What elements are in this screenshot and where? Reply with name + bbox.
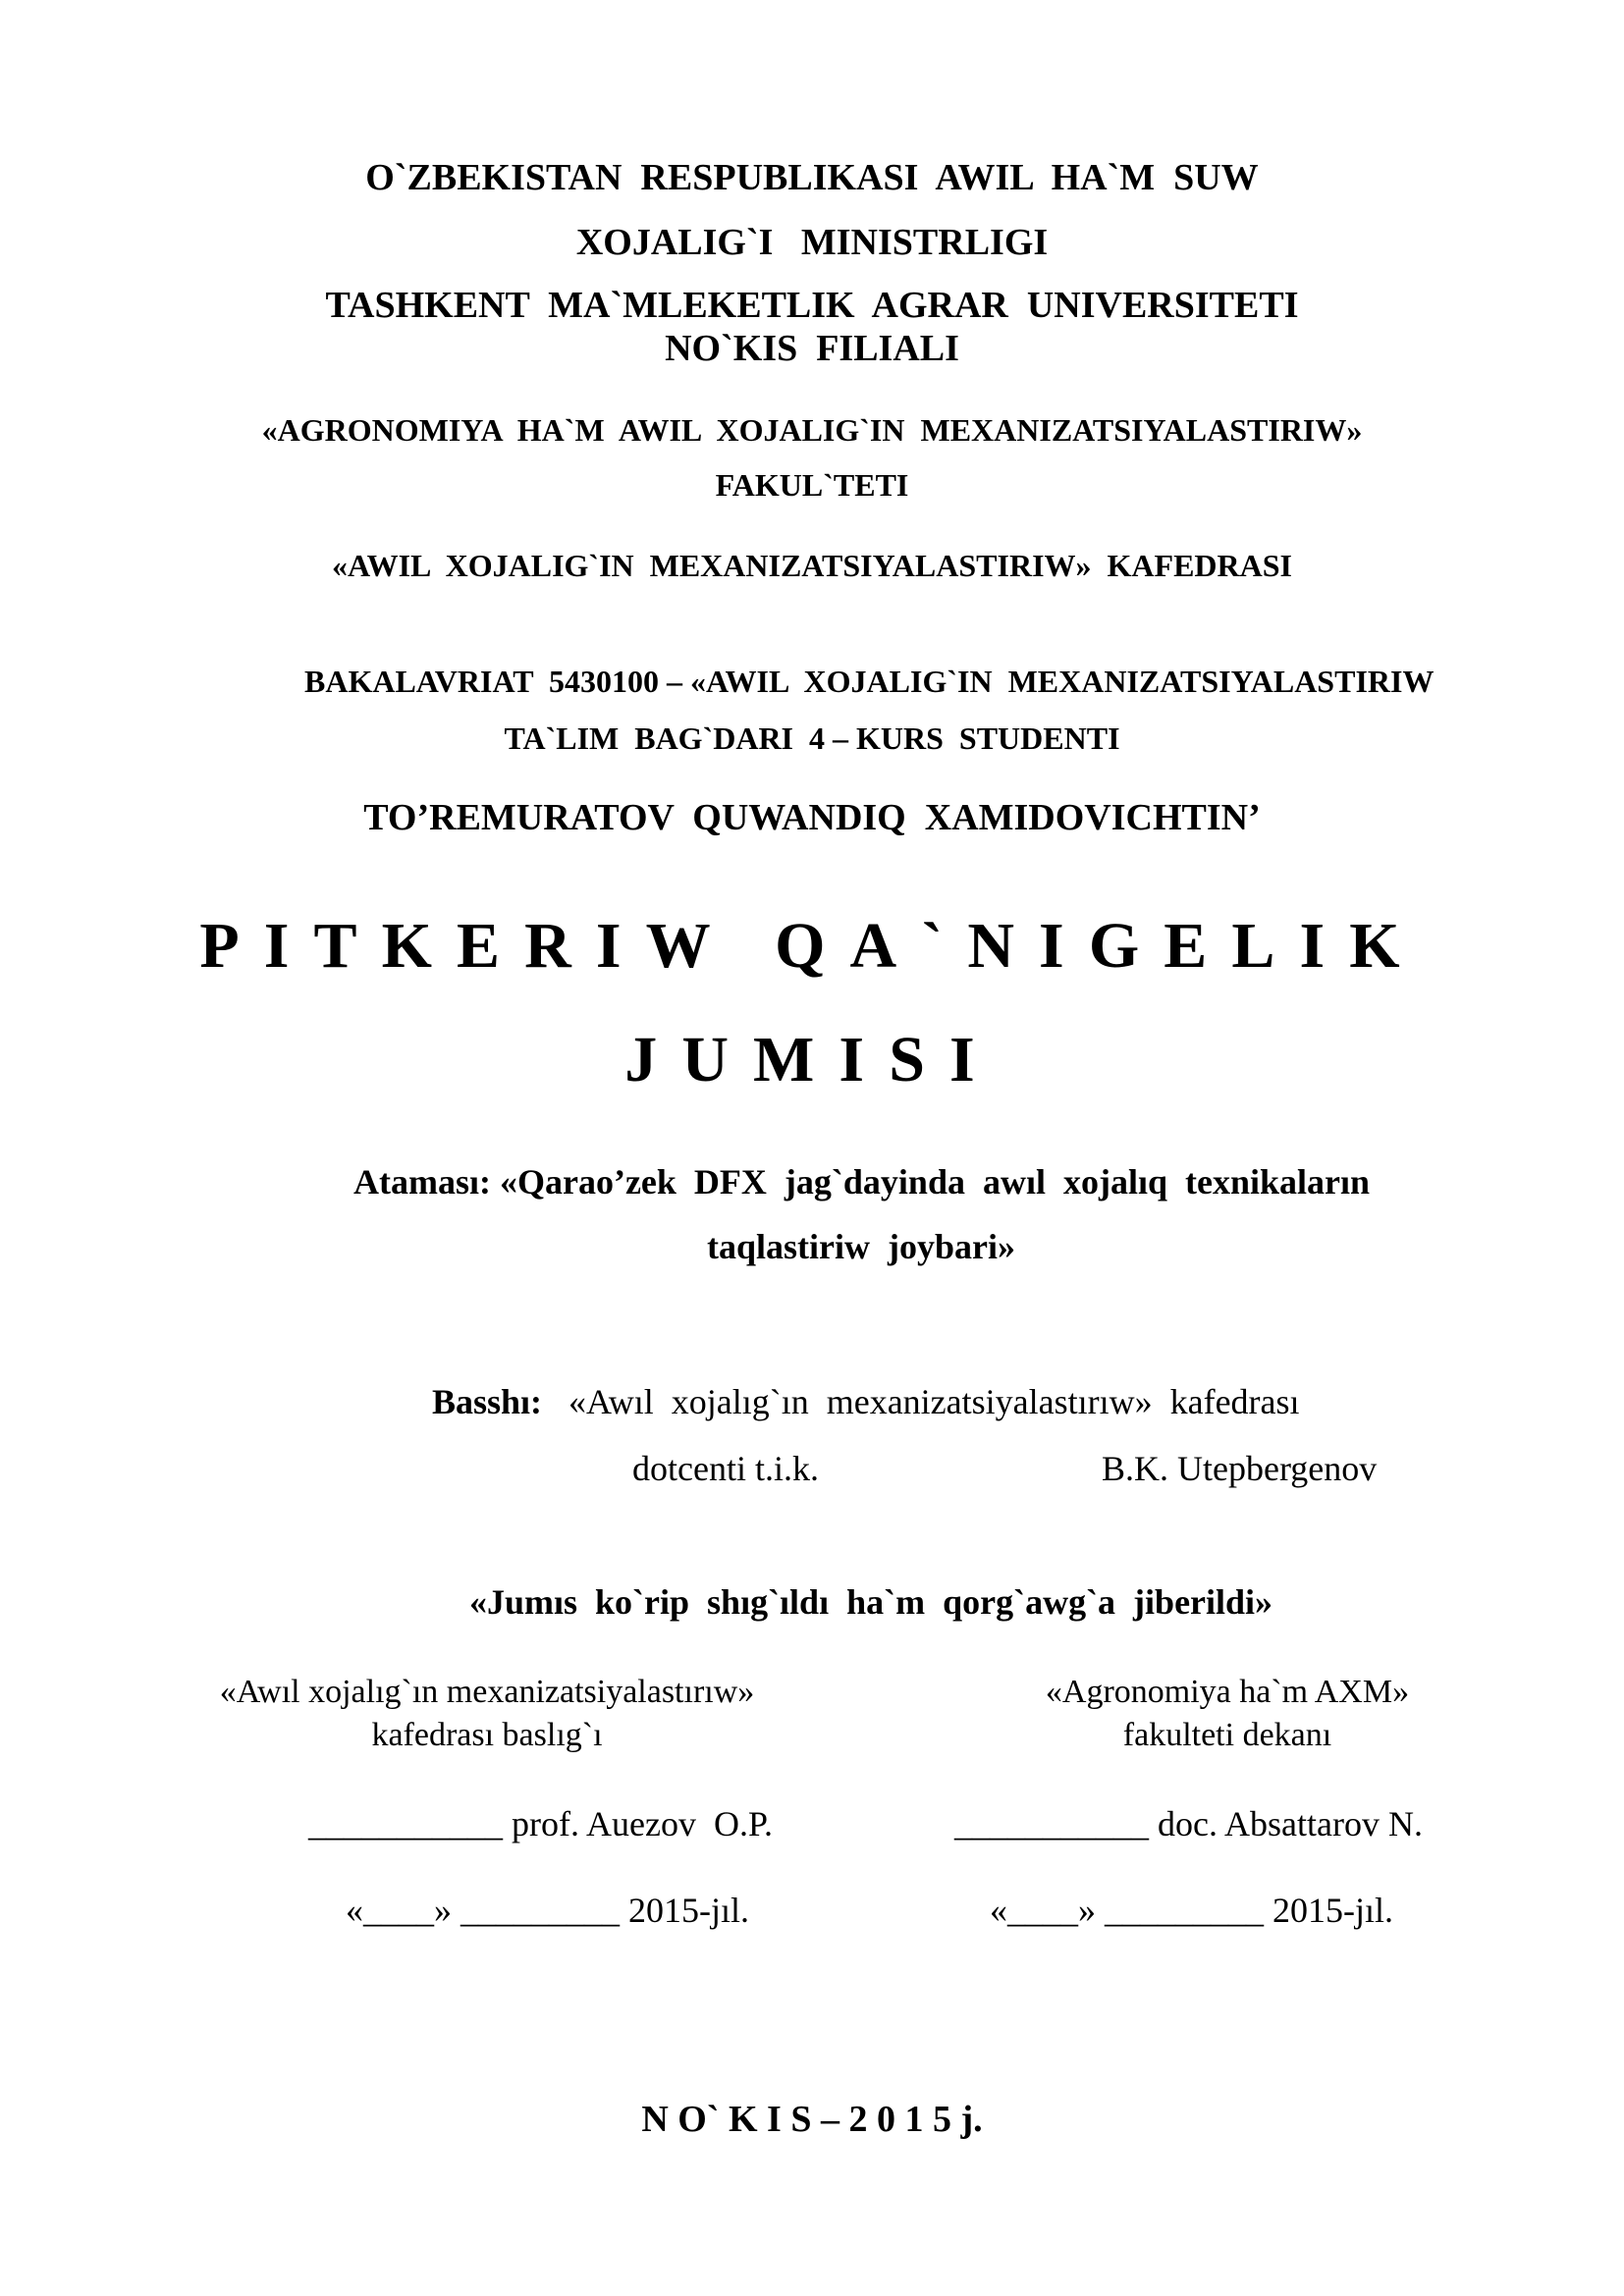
faculty-line-1: «AGRONOMIYA HA`M AWIL XOJALIG`IN MEXANIZATSIYALASTIRIW»	[261, 412, 1363, 448]
approval-right-line-2: fakulteti dekanı	[1122, 1717, 1332, 1753]
approval-left-date: «____» _________ 2015-jıl.	[346, 1891, 749, 1930]
topic-line-2: taqlastiriw joybari»	[707, 1227, 1015, 1266]
approval-left-signature: ___________ prof. Auezov O.P.	[308, 1804, 773, 1843]
document-title-line-2: JUMISI	[624, 1024, 1000, 1095]
supervisor-line	[432, 1382, 1300, 1422]
approval-left-line-2: kafedrası baslıg`ı	[371, 1717, 603, 1753]
topic-text-1: «Qarao’zek DFX jag`dayinda awıl xojalıq texnikaların	[499, 1162, 1370, 1201]
footer-city-year: N O` K I S – 2 0 1 5 j.	[641, 2099, 983, 2140]
university-line-2: NO`KIS FILIALI	[665, 328, 959, 369]
topic-label: Ataması:	[353, 1162, 491, 1201]
ministry-line-2: XOJALIG`I MINISTRLIGI	[575, 222, 1049, 263]
supervisor-position: dotcenti t.i.k.	[632, 1449, 819, 1488]
approval-right-line-1: «Agronomiya ha`m AXM»	[1045, 1674, 1410, 1710]
program-line-1: BAKALAVRIAT 5430100 – «AWIL XOJALIG`IN MEXANIZATSIYALASTIRIW	[304, 664, 1435, 699]
faculty-line-2: FAKUL`TETI	[715, 467, 909, 503]
approval-right-date: «____» _________ 2015-jıl.	[990, 1891, 1393, 1930]
approval-right-signature: ___________ doc. Absattarov N.	[954, 1804, 1423, 1843]
student-name: TO’REMURATOV QUWANDIQ XAMIDOVICHTIN’	[363, 797, 1261, 838]
supervisor-name: B.K. Utepbergenov	[1102, 1449, 1378, 1488]
department-line: «AWIL XOJALIG`IN MEXANIZATSIYALASTIRIW» KAFEDRASI	[332, 548, 1292, 583]
supervisor-label: Basshı:	[432, 1382, 543, 1421]
approval-heading: «Jumıs ko`rip shıg`ıldı ha`m qorg`awg`a jiberildi»	[469, 1582, 1273, 1622]
program-line-2: TA`LIM BAG`DARI 4 – KURS STUDENTI	[504, 721, 1120, 756]
topic-line-1	[353, 1162, 1370, 1202]
document-title-line-1: PITKERIW QA`NIGELIK	[199, 910, 1425, 982]
approval-left-line-1: «Awıl xojalıg`ın mexanizatsiyalastırıw»	[219, 1674, 755, 1710]
supervisor-department: «Awıl xojalıg`ın mexanizatsiyalastırıw» kafedrası	[568, 1382, 1300, 1421]
university-line-1: TASHKENT MA`MLEKETLIK AGRAR UNIVERSITETI	[325, 285, 1299, 326]
ministry-line-1: O`ZBEKISTAN RESPUBLIKASI AWIL HA`M SUW	[365, 157, 1259, 198]
